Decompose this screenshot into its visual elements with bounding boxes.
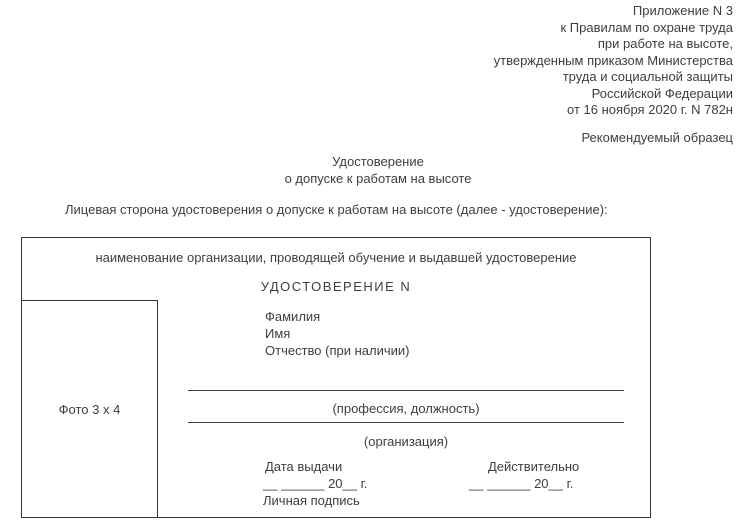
name-label: Имя [265,326,291,341]
header-line: при работе на высоте, [597,36,733,51]
title-line-1: Удостоверение [332,154,424,169]
valid-until-label: Действительно [488,459,580,474]
intro-paragraph: Лицевая сторона удостоверения о допуске к работам на высоте (далее - удостоверение): [65,202,608,217]
certificate-number-heading: УДОСТОВЕРЕНИЕ N [260,279,412,294]
issue-date-block [263,458,367,509]
header-line: труда и социальной защиты [562,69,733,84]
valid-until-blank: __ ______ 20__ г. [469,476,574,491]
surname-label: Фамилия [265,309,321,324]
profession-caption: (профессия, должность) [332,401,480,416]
issue-date-label: Дата выдачи [265,459,343,474]
photo-placeholder-box [21,300,158,518]
signature-label: Личная подпись [263,493,360,508]
sample-note: Рекомендуемый образец [581,129,733,145]
header-line: Российской Федерации [591,85,733,101]
valid-until-block [469,458,579,492]
header-line: утвержденным приказом Министерства [493,52,733,68]
organization-field-caption: (организация) [363,434,449,449]
name-fields [265,308,409,359]
photo-label: Фото 3 x 4 [58,401,121,417]
profession-field-line [188,390,624,391]
header-line: к Правилам по охране труда [560,19,733,35]
organization-caption: наименование организации, проводящей обучение и выдавшей удостоверение [95,250,577,265]
document-title [0,153,750,187]
title-line-2: о допуске к работам на высоте [284,171,472,186]
patronymic-label: Отчество (при наличии) [265,343,410,358]
certificate-card [21,237,651,518]
organization-field-line [188,422,624,423]
header-line: от 16 ноября 2020 г. N 782н [567,102,733,117]
appendix-header [494,3,733,146]
header-line: Приложение N 3 [632,3,733,18]
issue-date-blank: __ ______ 20__ г. [263,476,368,491]
